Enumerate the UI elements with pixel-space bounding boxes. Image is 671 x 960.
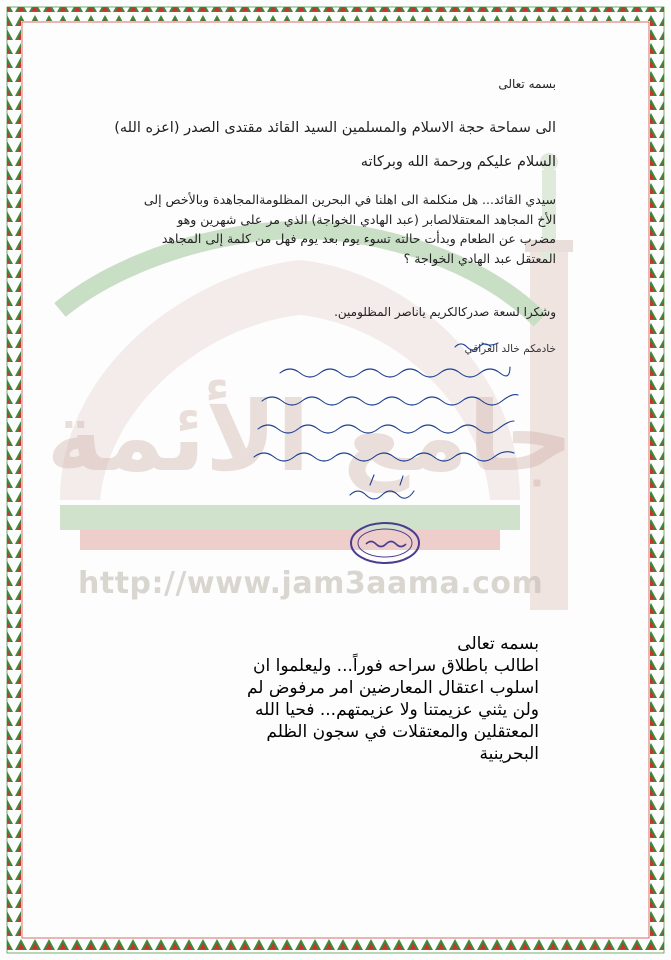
transcription-line: ولن يثني عزيمتنا ولا عزيمتهم... فحيا الله <box>255 700 539 720</box>
transcription-line: بسمه تعالى <box>457 634 539 654</box>
body-line: المعتقل عبد الهادي الخواجة ؟ <box>403 250 556 266</box>
transcription-line: اسلوب اعتقال المعارضين امر مرفوض لم <box>246 678 539 698</box>
basmala: بسمه تعالى <box>498 77 556 91</box>
body-line: سيدي القائد... هل منكلمة الى اهلنا في البحرين المظلومةالمجاهدة وبالأخص إلى <box>143 192 556 207</box>
body-line: مضرب عن الطعام وبدأت حالته تسوء يوم بعد يوم فهل من كلمة إلى المجاهد <box>161 231 556 246</box>
addressee-line: الى سماحة حجة الاسلام والمسلمين السيد القائد مقتدى الصدر (اعزه الله) <box>114 120 556 136</box>
handwritten-reply <box>250 335 540 510</box>
transcription-block <box>109 633 539 765</box>
letter-body <box>106 190 556 268</box>
thanks-line: وشكرا لسعة صدركالكريم ياناصر المظلومين. <box>334 305 556 319</box>
body-line: الأخ المجاهد المعتقلالصابر (عبد الهادي الخواجة) الذي مر على شهرين وهو <box>177 211 556 227</box>
transcription-line: البحرينية <box>479 744 539 764</box>
watermark-url: http://www.jam3aama.com <box>78 566 544 601</box>
watermark-logo-text: جامع الأئمة <box>46 381 574 493</box>
transcription-line: المعتقلين والمعتقلات في سجون الظلم <box>266 722 539 742</box>
signature-line: خادمكم خالد العراقي <box>464 343 556 355</box>
greeting-line: السلام عليكم ورحمة الله وبركاته <box>360 154 556 170</box>
transcription-line: اطالب باطلاق سراحه فوراً... وليعلموا ان <box>252 656 539 676</box>
official-stamp <box>348 520 422 566</box>
